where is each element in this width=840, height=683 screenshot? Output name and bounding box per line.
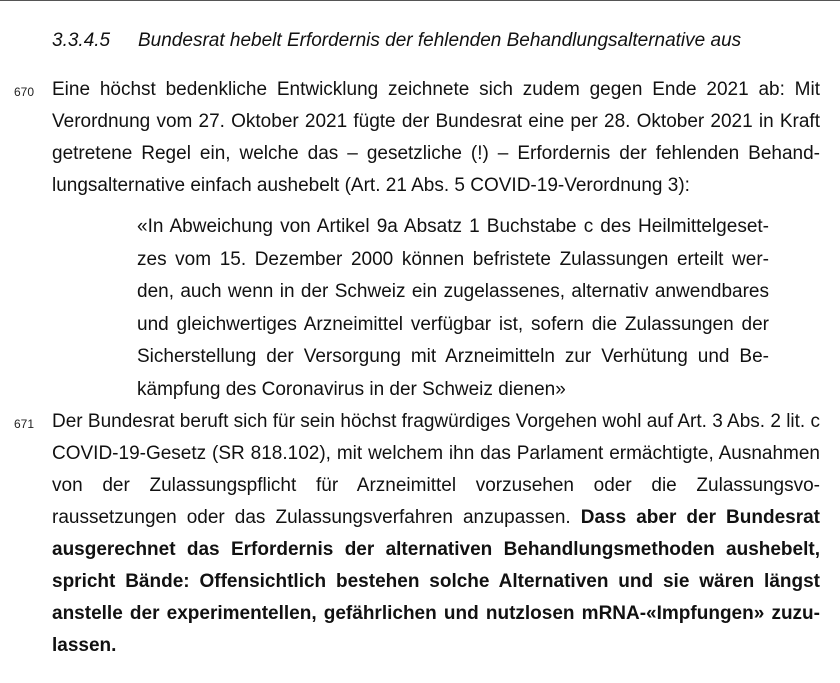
paragraph-number-671: 671 <box>14 417 35 431</box>
paragraph-671-text: Der Bundesrat beruft sich für sein höchst fragwürdiges Vorgehen wohl auf Art. 3 Abs. 2 lit. c COVID-19-Gesetz (SR 818.102), mit welchem ihn das Parlament ermächtigte, Ausnahmen von der Zulassungspflicht für Arzneimittel vorzusehen oder die Zulassungsvoraussetzungen oder das Zulassungsverfahren anzupassen. <box>52 411 820 528</box>
section-title: Bundesrat hebelt Erfordernis der fehlenden Behandlungsalternative aus <box>138 30 742 51</box>
paragraph-670: Eine höchst bedenkliche Entwicklung zeichnete sich zudem gegen Ende 2021 ab: Mit Verordnung vom 27. Oktober 2021 fügte der Bundesrat eine per 28. Oktober 2021 in Kraft getretene Regel ein, welche das – gesetzliche (!) – Erfordernis der fehlenden Behandlungsalternative einfach aushebelt (Art. 21 Abs. 5 COVID-19-Verordnung 3): <box>52 79 820 196</box>
paragraph-number-670: 670 <box>14 85 35 99</box>
section-number: 3.3.4.5 <box>52 30 111 51</box>
page-top-border <box>0 0 840 1</box>
block-quote: «In Abweichung von Artikel 9a Absatz 1 Buchstabe c des Heilmittelgesetzes vom 15. Dezember 2000 können befristete Zulassungen erteilt werden, auch wenn in der Schweiz ein zugelassenes, alternativ anwendbares und gleichwertiges Arzneimittel verfügbar ist, sofern die Zulassungen der Sicherstellung der Versorgung mit Arzneimitteln zur Verhütung und Bekämpfung des Coronavirus in der Schweiz dienen» <box>137 216 769 400</box>
paragraph-671 <box>52 406 820 662</box>
section-heading <box>52 30 741 52</box>
paragraph-671-bold-text: Dass aber der Bundesrat ausgerechnet das Erfordernis der alternativen Behandlungsmethoden aushebelt, spricht Bände: Offensichtlich bestehen solche Alternativen und sie wären längst anstelle der experimentellen, gefährlichen und nutzlosen mRNA-«Impfungen» zuzulassen. <box>52 507 820 656</box>
